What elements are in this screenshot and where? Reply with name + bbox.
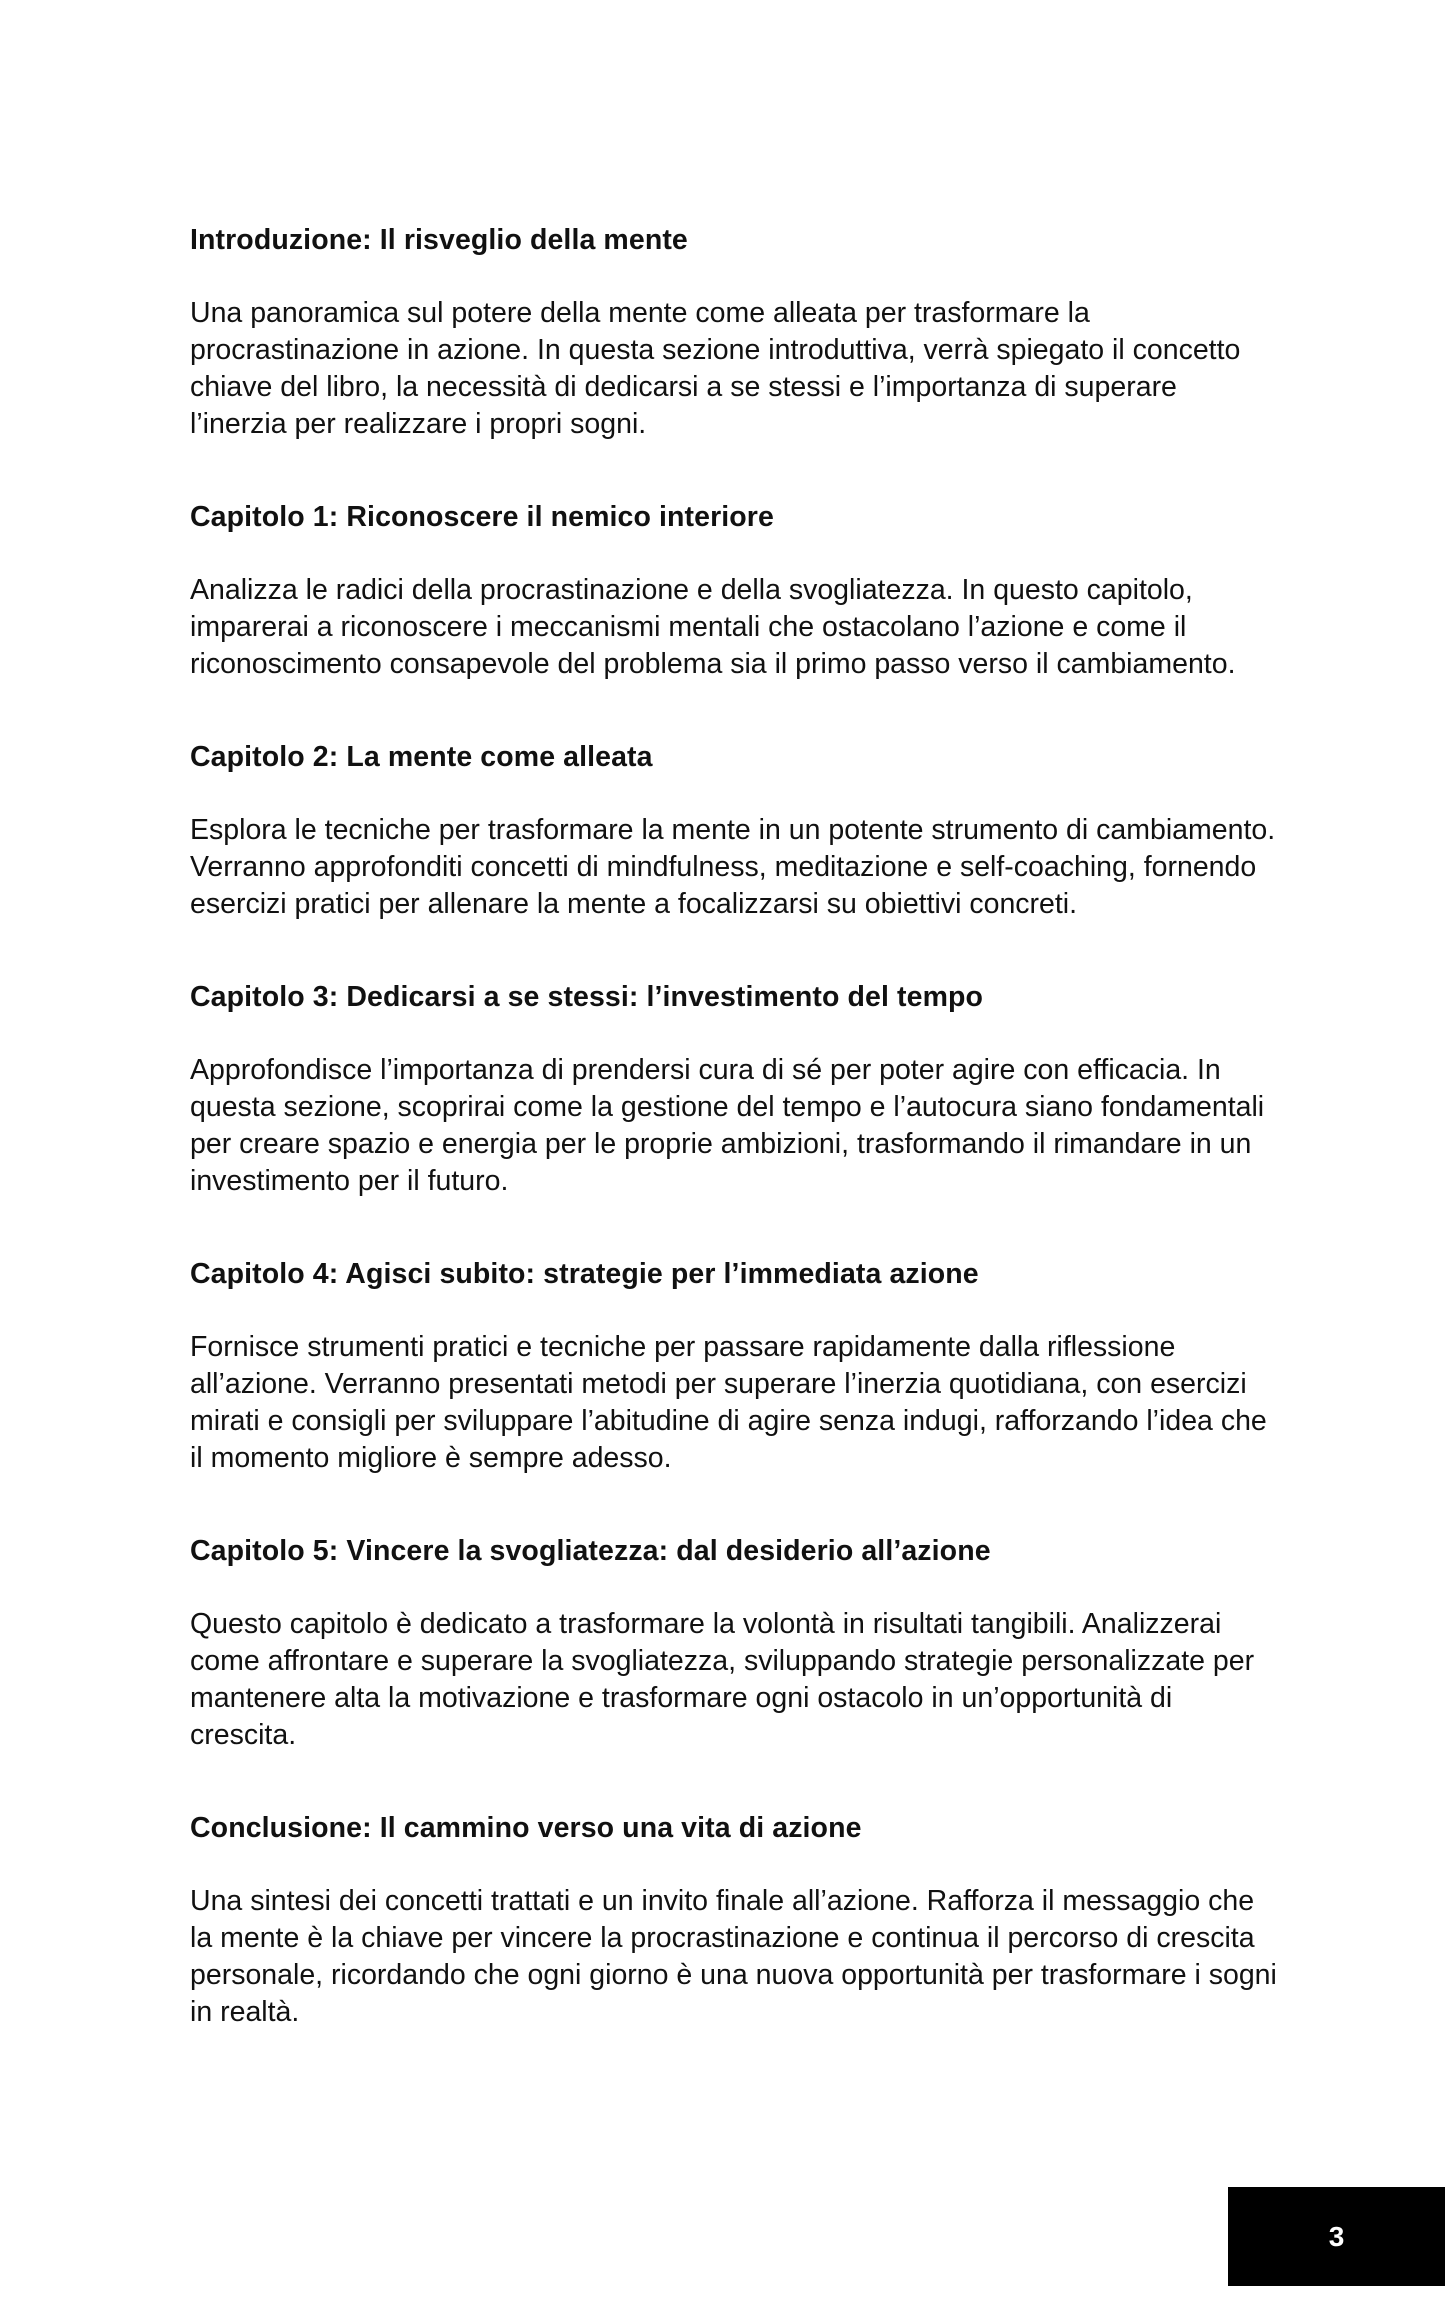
section-body: Questo capitolo è dedicato a trasformare la volontà in risultati tangibili. Analizzerai come affrontare e superare la svogliatezza, sviluppando strategie personalizzate per mantenere alta la motivazione e trasformare ogni ostacolo in un’opportunità di crescita. [190, 1608, 1255, 1751]
section-conclusione [190, 1810, 1280, 2031]
section-capitolo-5 [190, 1533, 1280, 1754]
section-body: Esplora le tecniche per trasformare la mente in un potente strumento di cambiamento. Verranno approfonditi concetti di mindfulness, meditazione e self-coaching, fornendo esercizi pratici per allenare la mente a focalizzarsi su obiettivi concreti. [190, 814, 1276, 920]
section-heading: Capitolo 2: La mente come alleata [190, 741, 653, 773]
section-capitolo-2 [190, 739, 1280, 923]
section-capitolo-4 [190, 1256, 1280, 1477]
section-heading: Capitolo 5: Vincere la svogliatezza: dal desiderio all’azione [190, 1535, 991, 1567]
section-body: Una panoramica sul potere della mente come alleata per trasformare la procrastinazione in azione. In questa sezione introduttiva, verrà spiegato il concetto chiave del libro, la necessità di dedicarsi a se stessi e l’importanza di superare l’inerzia per realizzare i propri sogni. [190, 297, 1241, 440]
section-body: Una sintesi dei concetti trattati e un invito finale all’azione. Rafforza il messaggio che la mente è la chiave per vincere la procrastinazione e continua il percorso di crescita personale, ricordando che ogni giorno è una nuova opportunità per trasformare i sogni in realtà. [190, 1885, 1277, 2028]
section-heading: Introduzione: Il risveglio della mente [190, 224, 688, 256]
section-introduzione [190, 222, 1280, 443]
section-heading: Capitolo 1: Riconoscere il nemico interiore [190, 501, 774, 533]
section-heading: Conclusione: Il cammino verso una vita di azione [190, 1812, 862, 1844]
section-heading: Capitolo 4: Agisci subito: strategie per l’immediata azione [190, 1258, 979, 1290]
section-heading: Capitolo 3: Dedicarsi a se stessi: l’investimento del tempo [190, 981, 984, 1013]
page-number-box [1228, 2187, 1445, 2286]
page-number: 3 [1328, 2220, 1345, 2252]
section-capitolo-3 [190, 979, 1280, 1200]
section-body: Analizza le radici della procrastinazione e della svogliatezza. In questo capitolo, imparerai a riconoscere i meccanismi mentali che ostacolano l’azione e come il riconoscimento consapevole del problema sia il primo passo verso il cambiamento. [190, 574, 1236, 680]
section-capitolo-1 [190, 499, 1280, 683]
document-content [190, 222, 1280, 2087]
section-body: Fornisce strumenti pratici e tecniche per passare rapidamente dalla riflessione all’azione. Verranno presentati metodi per superare l’inerzia quotidiana, con esercizi mirati e consigli per sviluppare l’abitudine di agire senza indugi, rafforzando l’idea che il momento migliore è sempre adesso. [190, 1331, 1267, 1474]
section-body: Approfondisce l’importanza di prendersi cura di sé per poter agire con efficacia. In questa sezione, scoprirai come la gestione del tempo e l’autocura siano fondamentali per creare spazio e energia per le proprie ambizioni, trasformando il rimandare in un investimento per il futuro. [190, 1054, 1265, 1197]
